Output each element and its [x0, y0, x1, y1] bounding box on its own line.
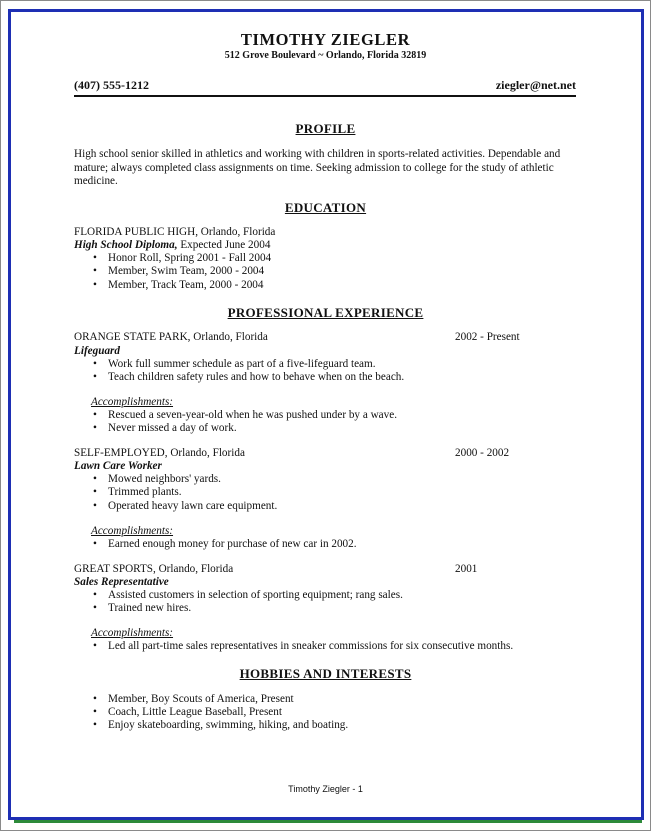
accomplishments-label: Accomplishments: — [91, 627, 174, 639]
bullet-icon: • — [93, 409, 97, 421]
job-title: Lawn Care Worker — [74, 460, 162, 472]
bullet-icon: • — [93, 486, 97, 498]
bullet-icon: • — [93, 500, 97, 512]
page-footer: Timothy Ziegler - 1 — [288, 784, 363, 794]
bullet-icon: • — [93, 473, 97, 485]
candidate-address: 512 Grove Boulevard ~ Orlando, Florida 32819 — [224, 50, 427, 61]
bullet-icon: • — [93, 252, 97, 264]
bullet-icon: • — [93, 358, 97, 370]
bullet-icon: • — [93, 640, 97, 652]
accomplishments-label: Accomplishments: — [91, 396, 174, 408]
education-diploma: High School Diploma, — [74, 239, 178, 251]
job-employer: GREAT SPORTS, Orlando, Florida — [74, 563, 234, 575]
job-employer: SELF-EMPLOYED, Orlando, Florida — [74, 447, 245, 459]
candidate-phone: (407) 555-1212 — [74, 78, 149, 92]
education-school: FLORIDA PUBLIC HIGH, Orlando, Florida — [74, 226, 276, 238]
hobbies-heading: HOBBIES AND INTERESTS — [239, 666, 412, 681]
job-dates: 2000 - 2002 — [455, 447, 510, 459]
bullet-icon: • — [93, 538, 97, 550]
job-title: Sales Representative — [74, 576, 169, 588]
bullet-icon: • — [93, 422, 97, 434]
experience-heading: PROFESSIONAL EXPERIENCE — [227, 305, 424, 320]
bullet-icon: • — [93, 371, 97, 383]
resume-page: TIMOTHY ZIEGLER 512 Grove Boulevard ~ Orlando, Florida 32819 (407) 555-1212 ziegler@net.net PROFILE High school senior skilled in athletics and working with children in sports-related activities. Dependable and mature; always completed class assignments on time. Seeking admission to college for the study of athletic medicine. EDUCATION FLORIDA PUBLIC HIGH, Orlando, Florida High School Diploma, Expected June 2004 • Honor Roll, Spring 2001 - Fall 2004 • Member, Swim Team, 2000 - 2004 • Member, Track Team, 2000 - 2004 PROFESSIONAL EXPERIENCE ORANGE STATE PARK, Orlando, Florida 2002 - Present Lifeguard • Work full summer schedule as part of a five-lifeguard team. • Teach children safety rules and how to behave when on the beach. Accomplishments: • Rescued a seven-year-old when he was pushed under by a wave. • Never missed a day of work. SELF-EMPLOYED, Orlando, Florida 2000 - 2002 Lawn Care Worker • Mowed neighbors' yards. • Trimmed plants. • Operated heavy lawn care equipment. Accomplishments: • Earned enough money for purchase of new car in 2002. GREAT SPORTS, Orlando, Florida 2001 Sales Representative • Assisted customers in selection of sporting equipment; rang sales. • Trained new hires. Accomplishments: • Led all part-time sales representatives in sneaker commissions for six consecutive months. HOBBIES AND INTERESTS • Member, Boy Scouts of America, Present • Coach, Little League Baseball, Present • Enjoy skateboarding, swimming, hiking, and boating. Timothy Ziegler - 1 — [0, 0, 651, 831]
bullet-icon: • — [93, 706, 97, 718]
job-dates: 2002 - Present — [455, 331, 520, 343]
candidate-email: ziegler@net.net — [495, 78, 576, 92]
bullet-icon: • — [93, 693, 97, 705]
education-expected: Expected June 2004 — [177, 239, 271, 251]
job-employer: ORANGE STATE PARK, Orlando, Florida — [74, 331, 268, 343]
bullet-icon: • — [93, 279, 97, 291]
bullet-icon: • — [93, 602, 97, 614]
profile-heading: PROFILE — [295, 121, 356, 136]
job-title: Lifeguard — [74, 345, 120, 357]
header-divider — [74, 95, 576, 97]
accomplishments-label: Accomplishments: — [91, 525, 174, 537]
education-degree-line — [74, 239, 270, 252]
candidate-name: TIMOTHY ZIEGLER — [240, 30, 411, 49]
education-heading: EDUCATION — [284, 200, 367, 215]
profile-text: High school senior skilled in athletics and working with children in sports-related activities. Dependable and mature; always completed class assignments on time. Seeking admission to college for the study of athletic medicine. — [74, 148, 561, 188]
bullet-icon: • — [93, 265, 97, 277]
job-dates: 2001 — [455, 563, 478, 575]
bullet-icon: • — [93, 589, 97, 601]
bullet-icon: • — [93, 719, 97, 731]
